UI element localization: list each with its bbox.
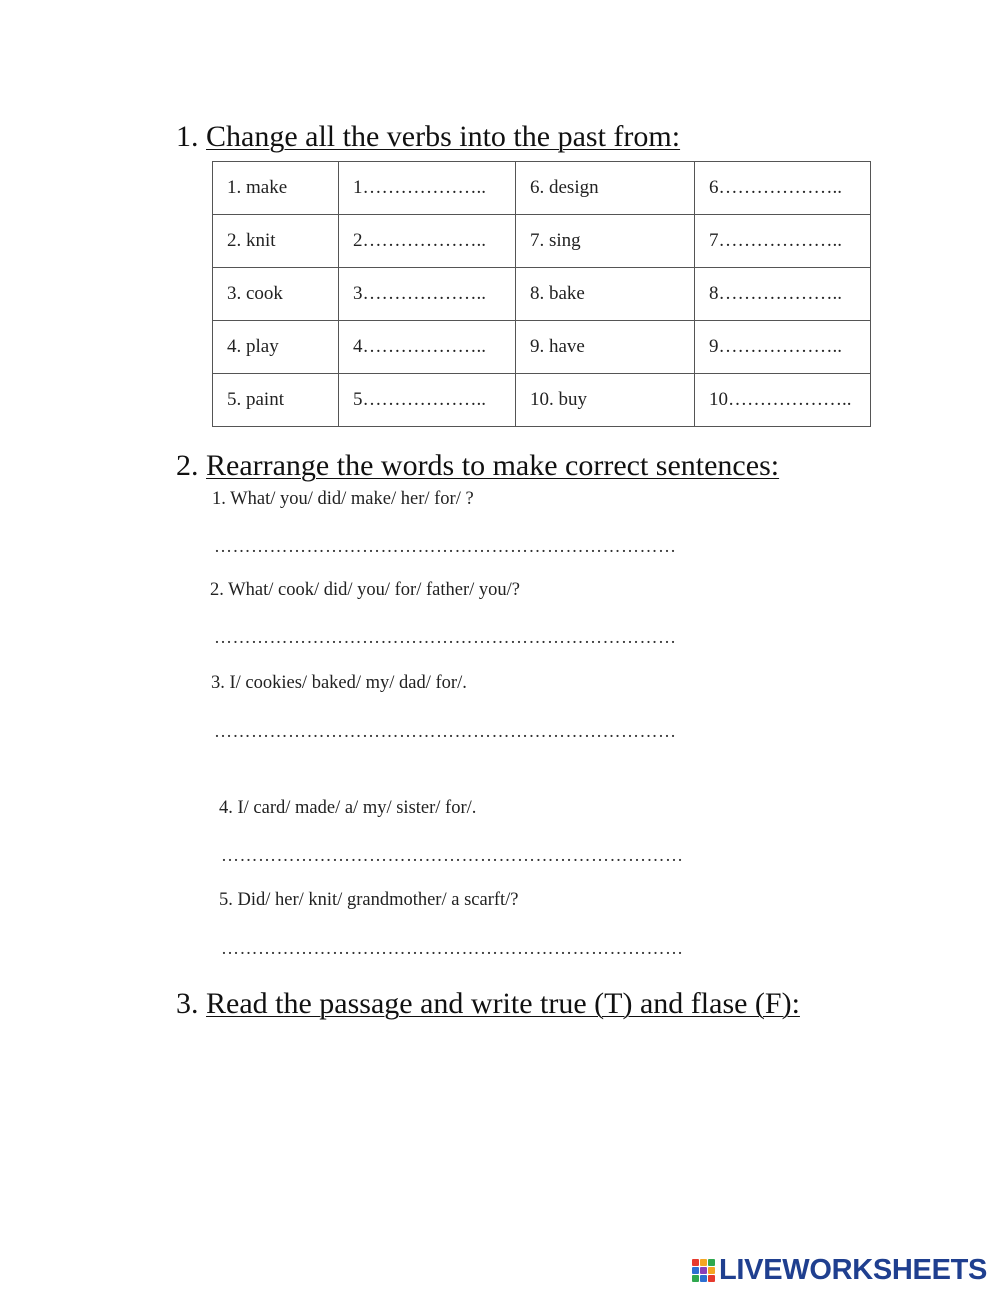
answer-blank[interactable]: 4……………….. [339,321,516,374]
liveworksheets-logo [692,1254,987,1286]
answer-line[interactable]: ………………………………………………………………… [214,627,677,647]
section-3-heading [176,987,800,1021]
sentence-prompt: 1. What/ you/ did/ make/ her/ for/ ? [212,489,474,509]
table-row [213,321,871,374]
answer-blank[interactable]: 2……………….. [339,215,516,268]
verb-cell: 5. paint [213,374,339,427]
verb-cell: 4. play [213,321,339,374]
answer-blank[interactable]: 10……………….. [695,374,871,427]
answer-line[interactable]: ………………………………………………………………… [221,845,684,865]
sentence-prompt: 3. I/ cookies/ baked/ my/ dad/ for/. [211,673,467,693]
verb-cell: 10. buy [516,374,695,427]
verb-cell: 3. cook [213,268,339,321]
verb-cell: 8. bake [516,268,695,321]
answer-blank[interactable]: 7……………….. [695,215,871,268]
verb-cell: 9. have [516,321,695,374]
section-3-number: 3. [176,987,199,1020]
section-3-title: Read the passage and write true (T) and flase (F): [206,987,800,1020]
logo-text: LIVEWORKSHEETS [719,1253,988,1286]
section-2-title: Rearrange the words to make correct sentences: [206,449,780,482]
table-row [213,374,871,427]
sentence-prompt: 5. Did/ her/ knit/ grandmother/ a scarft/? [219,890,519,910]
answer-blank[interactable]: 1……………….. [339,162,516,215]
answer-blank[interactable]: 9……………….. [695,321,871,374]
sentence-prompt: 2. What/ cook/ did/ you/ for/ father/ you/? [210,580,520,600]
answer-blank[interactable]: 8……………….. [695,268,871,321]
sentence-prompt: 4. I/ card/ made/ a/ my/ sister/ for/. [219,798,477,818]
verb-cell: 2. knit [213,215,339,268]
section-2-number: 2. [176,449,199,482]
answer-blank[interactable]: 5……………….. [339,374,516,427]
table-row [213,215,871,268]
verb-cell: 6. design [516,162,695,215]
section-1-heading [176,120,680,154]
table-row [213,268,871,321]
answer-line[interactable]: ………………………………………………………………… [221,938,684,958]
verb-cell: 1. make [213,162,339,215]
verb-cell: 7. sing [516,215,695,268]
verbs-table [212,161,871,427]
section-1-title: Change all the verbs into the past from: [206,120,681,153]
answer-blank[interactable]: 3……………….. [339,268,516,321]
table-row [213,162,871,215]
answer-line[interactable]: ………………………………………………………………… [214,721,677,741]
logo-grid-icon [692,1259,715,1282]
answer-line[interactable]: ………………………………………………………………… [214,536,677,556]
section-2-heading [176,449,779,483]
answer-blank[interactable]: 6……………….. [695,162,871,215]
section-1-number: 1. [176,120,199,153]
